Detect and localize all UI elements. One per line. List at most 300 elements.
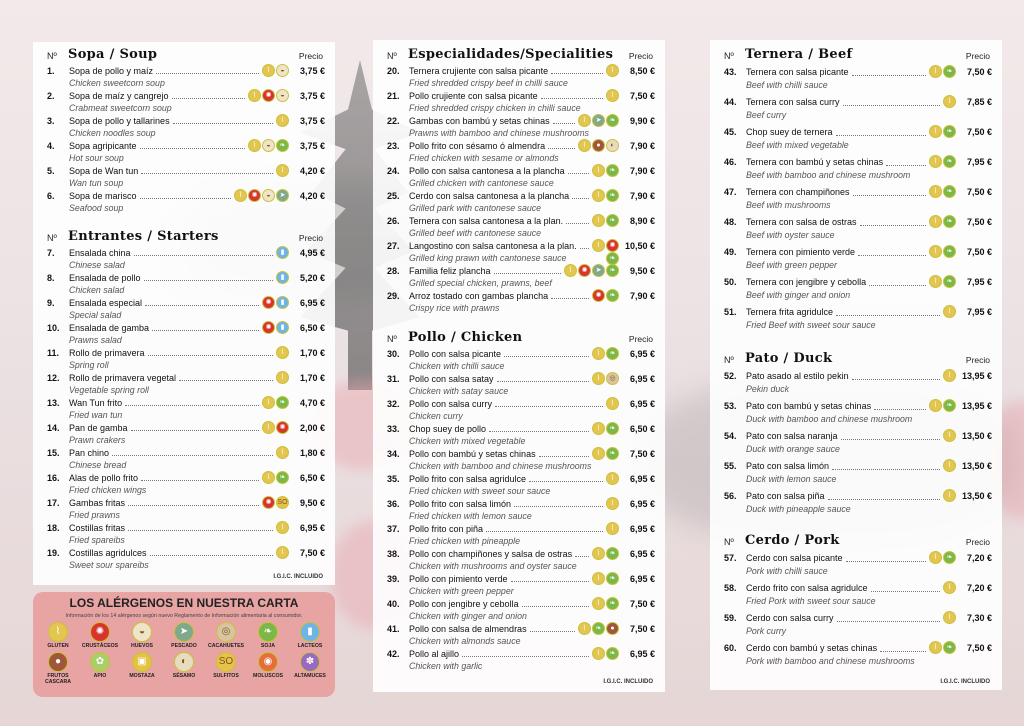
- menu-item-description-line: [373, 610, 665, 622]
- menu-item-line: [33, 246, 335, 259]
- allergen-label: FRUTOS CASCARA: [45, 672, 71, 685]
- menu-panel-middle: [373, 40, 665, 692]
- menu-item-description-line: [710, 503, 1002, 515]
- item-price: 1,70 €: [299, 347, 325, 358]
- soy-glyph: ❧: [609, 650, 616, 657]
- item-description: Beef with mixed vegetable: [746, 140, 849, 150]
- item-name: Pollo con salsa curry: [409, 398, 493, 409]
- allergen-icons: [606, 64, 619, 77]
- allergen-label: APIO: [93, 672, 107, 679]
- menu-item-description-line: [373, 302, 665, 314]
- item-description: Chicken with bamboo and chinese mushrooms: [409, 461, 592, 471]
- item-price: 9,50 €: [629, 265, 655, 276]
- soy-allergen-icon: [606, 597, 619, 610]
- fish-allergen-icon: [174, 622, 194, 642]
- menu-item-description-line: [710, 79, 1002, 91]
- gluten-allergen-icon: [943, 369, 956, 382]
- igic-note: I.G.I.C. INCLUIDO: [603, 679, 653, 685]
- menu-item-line: [373, 622, 665, 635]
- gluten-glyph: ⌇: [596, 600, 601, 607]
- dot-leader: [530, 631, 575, 632]
- menu-item: [33, 189, 335, 214]
- menu-item-description-line: [710, 473, 1002, 485]
- item-price: 13,50 €: [961, 490, 992, 501]
- dot-leader: [486, 531, 603, 532]
- item-number: 6.: [47, 190, 55, 201]
- item-name: Cerdo con salsa picante: [746, 552, 843, 563]
- gluten-glyph: ⌇: [266, 399, 271, 406]
- allergen-icons: [943, 489, 956, 502]
- menu-item-line: [33, 296, 335, 309]
- item-description: Chicken with chilli sauce: [409, 361, 505, 371]
- item-name: Pato con salsa limón: [746, 460, 830, 471]
- dot-leader: [841, 439, 940, 440]
- item-number: 35.: [387, 473, 400, 484]
- menu-item-description-line: [33, 509, 335, 521]
- soy-glyph: ❧: [946, 188, 953, 195]
- gluten-allergen-icon: [929, 551, 942, 564]
- item-number: 12.: [47, 372, 60, 383]
- allergen-icons: [606, 522, 619, 535]
- item-name: Langostino con salsa cantonesa a la plan.: [409, 240, 577, 251]
- soy-glyph: ❧: [946, 554, 953, 561]
- allergen-legend-title: LOS ALÉRGENOS EN NUESTRA CARTA: [69, 596, 299, 610]
- item-description: Chinese salad: [69, 260, 125, 270]
- item-name: Gambas fritas: [69, 497, 126, 508]
- menu-item-description-line: [33, 309, 335, 321]
- menu-item-line: [373, 647, 665, 660]
- menu-item-description-line: [710, 655, 1002, 667]
- igic-note: I.G.I.C. INCLUIDO: [940, 679, 990, 685]
- menu-item: [710, 428, 1002, 458]
- soy-glyph: ❧: [946, 644, 953, 651]
- allergen-icons: [276, 446, 289, 459]
- gluten-allergen-icon: [943, 611, 956, 624]
- soy-allergen-icon: [606, 547, 619, 560]
- gluten-allergen-icon: [248, 89, 261, 102]
- item-price: 1,70 €: [299, 372, 325, 383]
- menu-item-description-line: [373, 177, 665, 189]
- item-price: 3,75 €: [299, 90, 325, 101]
- gluten-glyph: ⌇: [596, 192, 601, 199]
- crustaceans-glyph: ✺: [265, 499, 272, 506]
- menu-item-line: [710, 458, 1002, 473]
- allergen-icons: [606, 397, 619, 410]
- soy-glyph: ❧: [609, 575, 616, 582]
- item-name: Sopa de pollo y maíz: [69, 65, 154, 76]
- menu-item: [33, 346, 335, 371]
- item-price: 5,20 €: [299, 272, 325, 283]
- soy-glyph: ❧: [279, 474, 286, 481]
- gluten-allergen-icon: [943, 459, 956, 472]
- menu-item-line: [373, 239, 665, 252]
- item-description: Fried wan tun: [69, 410, 123, 420]
- gluten-glyph: ⌇: [933, 248, 938, 255]
- item-number: 56.: [724, 490, 737, 501]
- allergen-icons: [606, 89, 619, 102]
- menu-item: [373, 522, 665, 547]
- number-column-label: Nº: [47, 233, 57, 243]
- item-number: 2.: [47, 90, 55, 101]
- gluten-allergen-icon: [592, 597, 605, 610]
- item-name: Ensalada china: [69, 247, 131, 258]
- item-description: Grilled king prawn with cantonese sauce: [409, 253, 567, 263]
- menu-item: [373, 189, 665, 214]
- allergen-label: CACAHUETES: [207, 643, 245, 649]
- item-name: Rollo de primavera: [69, 347, 145, 358]
- fish-glyph: ➤: [279, 192, 286, 199]
- menu-item-description-line: [33, 177, 335, 189]
- item-name: Ternera crujiente con salsa picante: [409, 65, 549, 76]
- menu-item: [373, 347, 665, 372]
- celery-glyph: ✿: [95, 655, 105, 667]
- item-name: Pollo frito con piña: [409, 523, 484, 534]
- gluten-allergen-icon: [262, 421, 275, 434]
- eggs-allergen-icon: [276, 64, 289, 77]
- item-price: 7,90 €: [629, 140, 655, 151]
- gluten-glyph: ⌇: [596, 575, 601, 582]
- soy-glyph: ❧: [609, 217, 616, 224]
- menu-item-description-line: [33, 102, 335, 114]
- menu-item-line: [710, 244, 1002, 259]
- gluten-glyph: ⌇: [582, 117, 587, 124]
- gluten-allergen-icon: [606, 522, 619, 535]
- item-price: 3,75 €: [299, 140, 325, 151]
- crustaceans-allergen-icon: [262, 496, 275, 509]
- gluten-allergen-icon: [276, 446, 289, 459]
- menu-item-line: [710, 304, 1002, 319]
- crustaceans-glyph: ✺: [265, 299, 272, 306]
- item-price: 7,85 €: [966, 96, 992, 107]
- menu-item-description-line: [710, 383, 1002, 395]
- gluten-allergen-icon: [943, 489, 956, 502]
- item-name: Ternera con salsa de ostras: [746, 216, 857, 227]
- item-name: Gambas con bambú y setas chinas: [409, 115, 550, 126]
- menu-item-description-line: [710, 595, 1002, 607]
- allergen-icons: [262, 396, 289, 409]
- item-price: 7,20 €: [966, 582, 992, 593]
- item-number: 45.: [724, 126, 737, 137]
- item-description: Prawns with bamboo and chinese mushrooms: [409, 128, 589, 138]
- menu-item-description-line: [710, 625, 1002, 637]
- soy-allergen-icon: [606, 422, 619, 435]
- item-price: 6,95 €: [629, 398, 655, 409]
- soy-glyph: ❧: [609, 192, 616, 199]
- allergen-icons: [592, 422, 619, 435]
- menu-item-description-line: [710, 169, 1002, 181]
- item-price: 6,50 €: [299, 472, 325, 483]
- menu-item-line: [373, 422, 665, 435]
- molluscs-allergen-icon: [258, 652, 278, 672]
- menu-item: [710, 368, 1002, 398]
- allergen-label: GLUTEN: [47, 643, 69, 649]
- gluten-glyph: ⌇: [947, 614, 952, 621]
- nuts-allergen-icon: [606, 622, 619, 635]
- item-name: Pollo con salsa de almendras: [409, 623, 527, 634]
- menu-item-line: [373, 189, 665, 202]
- gluten-allergen-icon: [592, 422, 605, 435]
- soy-glyph: ❧: [609, 117, 616, 124]
- soy-allergen-icon: [592, 622, 605, 635]
- section-header: [373, 331, 665, 347]
- menu-item-line: [373, 447, 665, 460]
- gluten-glyph: ⌇: [582, 142, 587, 149]
- gluten-allergen-icon: [276, 114, 289, 127]
- soy-glyph: ❧: [609, 267, 616, 274]
- allergen-label: MOLUSCOS: [253, 672, 283, 679]
- gluten-allergen-icon: [276, 546, 289, 559]
- menu-item-line: [710, 640, 1002, 655]
- soy-allergen-icon: [943, 155, 956, 168]
- gluten-allergen-icon: [606, 89, 619, 102]
- sesame-glyph: ◐: [180, 655, 188, 667]
- item-price: 7,50 €: [966, 216, 992, 227]
- item-name: Pan de gamba: [69, 422, 128, 433]
- sulfites-glyph: SO: [277, 499, 288, 506]
- sulfites-allergen-icon: [216, 652, 236, 672]
- item-description: Duck with orange sauce: [746, 444, 840, 454]
- dot-leader: [145, 305, 259, 306]
- soy-glyph: ❧: [609, 350, 616, 357]
- menu-item-description-line: [373, 560, 665, 572]
- menu-item-line: [33, 164, 335, 177]
- dot-leader: [150, 555, 273, 556]
- menu-item-line: [33, 321, 335, 334]
- nuts-glyph: ●: [610, 625, 615, 632]
- allergen-icons: [929, 65, 956, 78]
- section-title: Ternera / Beef: [745, 47, 853, 62]
- item-description: Beef with oyster sauce: [746, 230, 835, 240]
- menu-item-line: [373, 572, 665, 585]
- item-name: Rollo de primavera vegetal: [69, 372, 177, 383]
- item-price: 7,50 €: [966, 126, 992, 137]
- allergen-icons: [276, 346, 289, 359]
- allergen-legend-item: [163, 652, 205, 686]
- menu-item-description-line: [710, 319, 1002, 331]
- item-number: 36.: [387, 498, 400, 509]
- section-pork: [710, 534, 1002, 670]
- item-name: Pollo al ajillo: [409, 648, 460, 659]
- gluten-glyph: ⌇: [55, 626, 61, 637]
- item-name: Pollo con salsa picante: [409, 348, 502, 359]
- item-number: 55.: [724, 460, 737, 471]
- allergen-icons: [564, 264, 619, 277]
- gluten-glyph: ⌇: [933, 644, 938, 651]
- gluten-allergen-icon: [276, 346, 289, 359]
- crustaceans-allergen-icon: [262, 296, 275, 309]
- item-number: 19.: [47, 547, 60, 558]
- gluten-allergen-icon: [592, 547, 605, 560]
- item-name: Ternera con salsa picante: [746, 66, 849, 77]
- dot-leader: [836, 315, 940, 316]
- item-description: Chicken with garlic: [409, 661, 483, 671]
- dot-leader: [566, 223, 589, 224]
- gluten-glyph: ⌇: [610, 475, 615, 482]
- gluten-glyph: ⌇: [947, 98, 952, 105]
- allergen-icons: [276, 546, 289, 559]
- crustaceans-allergen-icon: [606, 239, 619, 252]
- menu-item: [33, 396, 335, 421]
- gluten-allergen-icon: [606, 497, 619, 510]
- item-name: Costillas fritas: [69, 522, 126, 533]
- item-description: Prawn crakers: [69, 435, 126, 445]
- menu-item-description-line: [33, 359, 335, 371]
- menu-item-line: [710, 550, 1002, 565]
- item-name: Ternera frita agridulce: [746, 306, 834, 317]
- sulfites-allergen-icon: [276, 496, 289, 509]
- price-column-label: Precio: [965, 537, 990, 547]
- soy-glyph: ❧: [946, 218, 953, 225]
- crustaceans-allergen-icon: [262, 89, 275, 102]
- gluten-glyph: ⌇: [933, 278, 938, 285]
- gluten-glyph: ⌇: [280, 349, 285, 356]
- item-description: Fried shredded crispy beef in chilli sauce: [409, 78, 568, 88]
- menu-item: [710, 184, 1002, 214]
- item-price: 7,50 €: [629, 448, 655, 459]
- gluten-glyph: ⌇: [280, 449, 285, 456]
- allergen-icons: [929, 399, 956, 412]
- menu-item: [373, 447, 665, 472]
- nuts-glyph: ●: [596, 142, 601, 149]
- soy-glyph: ❧: [609, 600, 616, 607]
- menu-item: [33, 321, 335, 346]
- crustaceans-glyph: ✺: [581, 267, 588, 274]
- dairy-allergen-icon: [300, 622, 320, 642]
- menu-item-description-line: [33, 202, 335, 214]
- item-price: 4,95 €: [299, 247, 325, 258]
- menu-item: [373, 89, 665, 114]
- allergen-icons: [592, 347, 619, 360]
- gluten-allergen-icon: [578, 622, 591, 635]
- menu-item-description-line: [373, 410, 665, 422]
- menu-item: [710, 580, 1002, 610]
- allergen-legend-item: [79, 652, 121, 686]
- dot-leader: [140, 198, 231, 199]
- allergen-icons: [929, 185, 956, 198]
- menu-item: [373, 214, 665, 239]
- soy-glyph: ❧: [609, 450, 616, 457]
- soy-glyph: ❧: [279, 142, 286, 149]
- menu-item: [373, 472, 665, 497]
- soy-allergen-icon: [606, 289, 619, 302]
- item-name: Ternera con pimiento verde: [746, 246, 856, 257]
- gluten-glyph: ⌇: [933, 554, 938, 561]
- gluten-allergen-icon: [943, 429, 956, 442]
- gluten-allergen-icon: [929, 399, 942, 412]
- allergen-legend-item: [121, 652, 163, 686]
- item-number: 8.: [47, 272, 55, 283]
- dot-leader: [836, 135, 926, 136]
- item-description: Fried chicken with sweet sour sauce: [409, 486, 551, 496]
- gluten-glyph: ⌇: [280, 374, 285, 381]
- item-description: Chicken salad: [69, 285, 125, 295]
- allergen-icons: [262, 321, 289, 334]
- item-description: Chicken noodles soup: [69, 128, 156, 138]
- gluten-glyph: ⌇: [596, 350, 601, 357]
- soy-glyph: ❧: [609, 550, 616, 557]
- dot-leader: [853, 195, 926, 196]
- gluten-allergen-icon: [929, 641, 942, 654]
- item-description: Grilled park with cantonese sauce: [409, 203, 542, 213]
- allergen-label: CRUSTÁCEOS: [81, 643, 119, 649]
- section-title: Pato / Duck: [745, 351, 833, 366]
- lupins-allergen-icon: [300, 652, 320, 672]
- soy-allergen-icon: [606, 347, 619, 360]
- allergen-icons: [262, 496, 289, 509]
- item-description: Chicken with ginger and onion: [409, 611, 527, 621]
- allergen-label: ALTAMUCES: [294, 672, 326, 679]
- gluten-allergen-icon: [592, 447, 605, 460]
- allergen-icons: [929, 125, 956, 138]
- gluten-glyph: ⌇: [933, 158, 938, 165]
- menu-item-line: [33, 346, 335, 359]
- soy-allergen-icon: [606, 214, 619, 227]
- menu-item: [33, 471, 335, 496]
- gluten-glyph: ⌇: [933, 402, 938, 409]
- price-column-label: Precio: [965, 51, 990, 61]
- gluten-allergen-icon: [929, 185, 942, 198]
- menu-item: [373, 239, 665, 264]
- menu-item-description-line: [373, 460, 665, 472]
- gluten-glyph: ⌇: [933, 218, 938, 225]
- item-description: Beef with green pepper: [746, 260, 837, 270]
- allergen-legend-item: [37, 622, 79, 650]
- allergen-icons: [943, 459, 956, 472]
- gluten-glyph: ⌇: [596, 650, 601, 657]
- item-description: Fried Beef with sweet sour sauce: [746, 320, 876, 330]
- gluten-glyph: ⌇: [947, 432, 952, 439]
- item-number: 40.: [387, 598, 400, 609]
- item-description: Beef curry: [746, 110, 787, 120]
- item-price: 9,50 €: [299, 497, 325, 508]
- crustaceans-allergen-icon: [90, 622, 110, 642]
- dot-leader: [125, 405, 259, 406]
- menu-item: [33, 421, 335, 446]
- menu-item-line: [710, 580, 1002, 595]
- allergen-icons: [592, 447, 619, 460]
- dot-leader: [852, 75, 926, 76]
- gluten-glyph: ⌇: [610, 525, 615, 532]
- soy-allergen-icon: [276, 139, 289, 152]
- dot-leader: [514, 506, 603, 507]
- allergen-icons: [606, 497, 619, 510]
- item-price: 2,00 €: [299, 422, 325, 433]
- menu-item-line: [33, 89, 335, 102]
- menu-item-line: [373, 139, 665, 152]
- fish-glyph: ➤: [595, 117, 602, 124]
- dot-leader: [860, 225, 926, 226]
- dot-leader: [869, 285, 926, 286]
- allergen-icons: [592, 547, 619, 560]
- item-price: 13,95 €: [961, 400, 992, 411]
- item-number: 3.: [47, 115, 55, 126]
- item-number: 43.: [724, 66, 737, 77]
- menu-panel-left: [33, 42, 335, 585]
- menu-item-line: [373, 397, 665, 410]
- item-name: Sopa de Wan tun: [69, 165, 139, 176]
- item-price: 6,50 €: [629, 423, 655, 434]
- menu-item: [373, 597, 665, 622]
- menu-item-description-line: [710, 565, 1002, 577]
- item-number: 54.: [724, 430, 737, 441]
- menu-item-line: [710, 398, 1002, 413]
- item-number: 15.: [47, 447, 60, 458]
- item-description: Spring roll: [69, 360, 109, 370]
- item-name: Wan Tun frito: [69, 397, 123, 408]
- menu-item-description-line: [373, 635, 665, 647]
- item-number: 32.: [387, 398, 400, 409]
- item-name: Ternera con bambú y setas chinas: [746, 156, 884, 167]
